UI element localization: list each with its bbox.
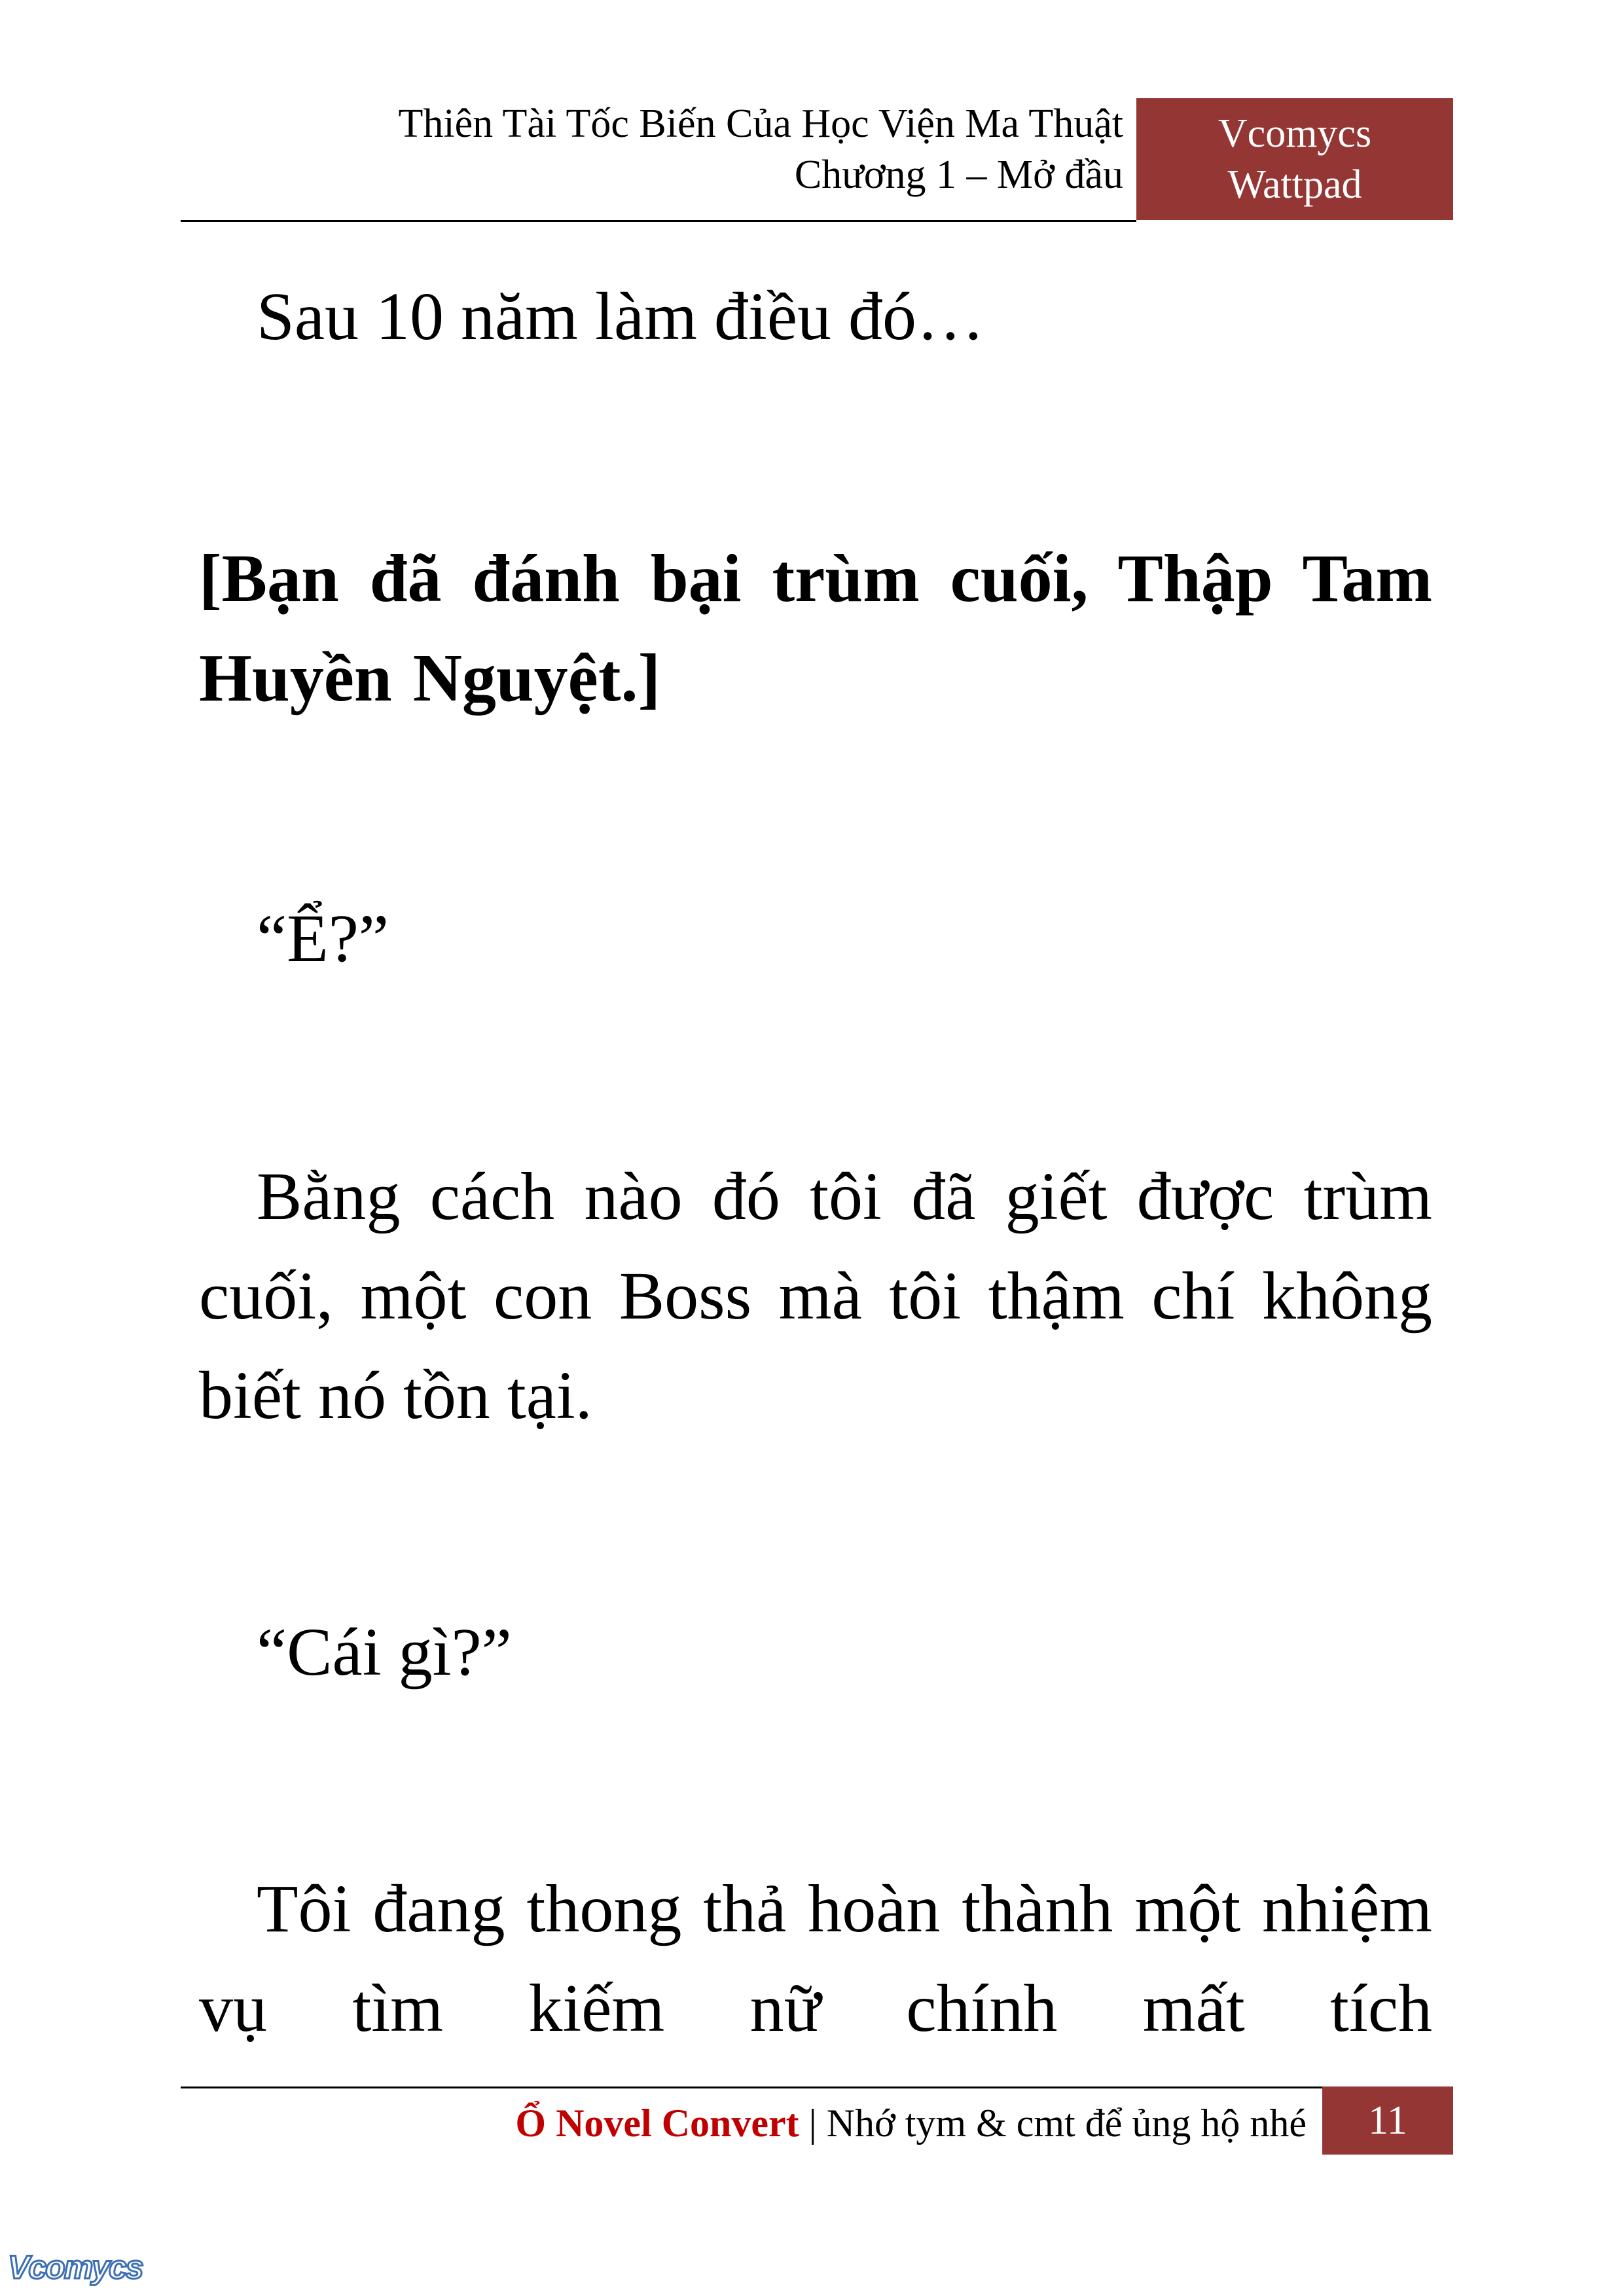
footer-separator: | (799, 2102, 827, 2145)
system-message: [Bạn đã đánh bại trùm cuối, Thập Tam Huyền Nguyệt.] (199, 541, 1432, 716)
running-header (181, 98, 1123, 200)
paragraph: Sau 10 năm làm điều đó… (257, 279, 985, 354)
chapter-title: Chương 1 – Mở đầu (794, 153, 1123, 197)
dialogue-line: “Ể?” (257, 901, 389, 976)
svg-text:Vcomycs: Vcomycs (8, 2249, 143, 2286)
header-badge-line2: Wattpad (1227, 162, 1362, 207)
footer-note (181, 2092, 1307, 2155)
book-title: Thiên Tài Tốc Biến Của Học Viện Ma Thuật (398, 101, 1123, 146)
header-badge (1136, 98, 1453, 220)
paragraph: Tôi đang thong thả hoàn thành một nhiệm vụ tìm kiếm nữ chính mất tích (199, 1871, 1432, 2046)
footer-brand: Ổ Novel Convert (515, 2102, 799, 2145)
dialogue-line: “Cái gì?” (257, 1614, 512, 1690)
vcomycs-logo-watermark (5, 2244, 162, 2290)
footer-message: Nhớ tym & cmt để ủng hộ nhé (826, 2102, 1307, 2145)
header-divider (181, 220, 1136, 222)
page-number: 11 (1322, 2086, 1453, 2155)
footer-divider (181, 2086, 1322, 2088)
header-badge-line1: Vcomycs (1218, 111, 1372, 156)
paragraph: Bằng cách nào đó tôi đã giết được trùm cuối, một con Boss mà tôi thậm chí không biết nó tồn tại. (199, 1159, 1432, 1433)
